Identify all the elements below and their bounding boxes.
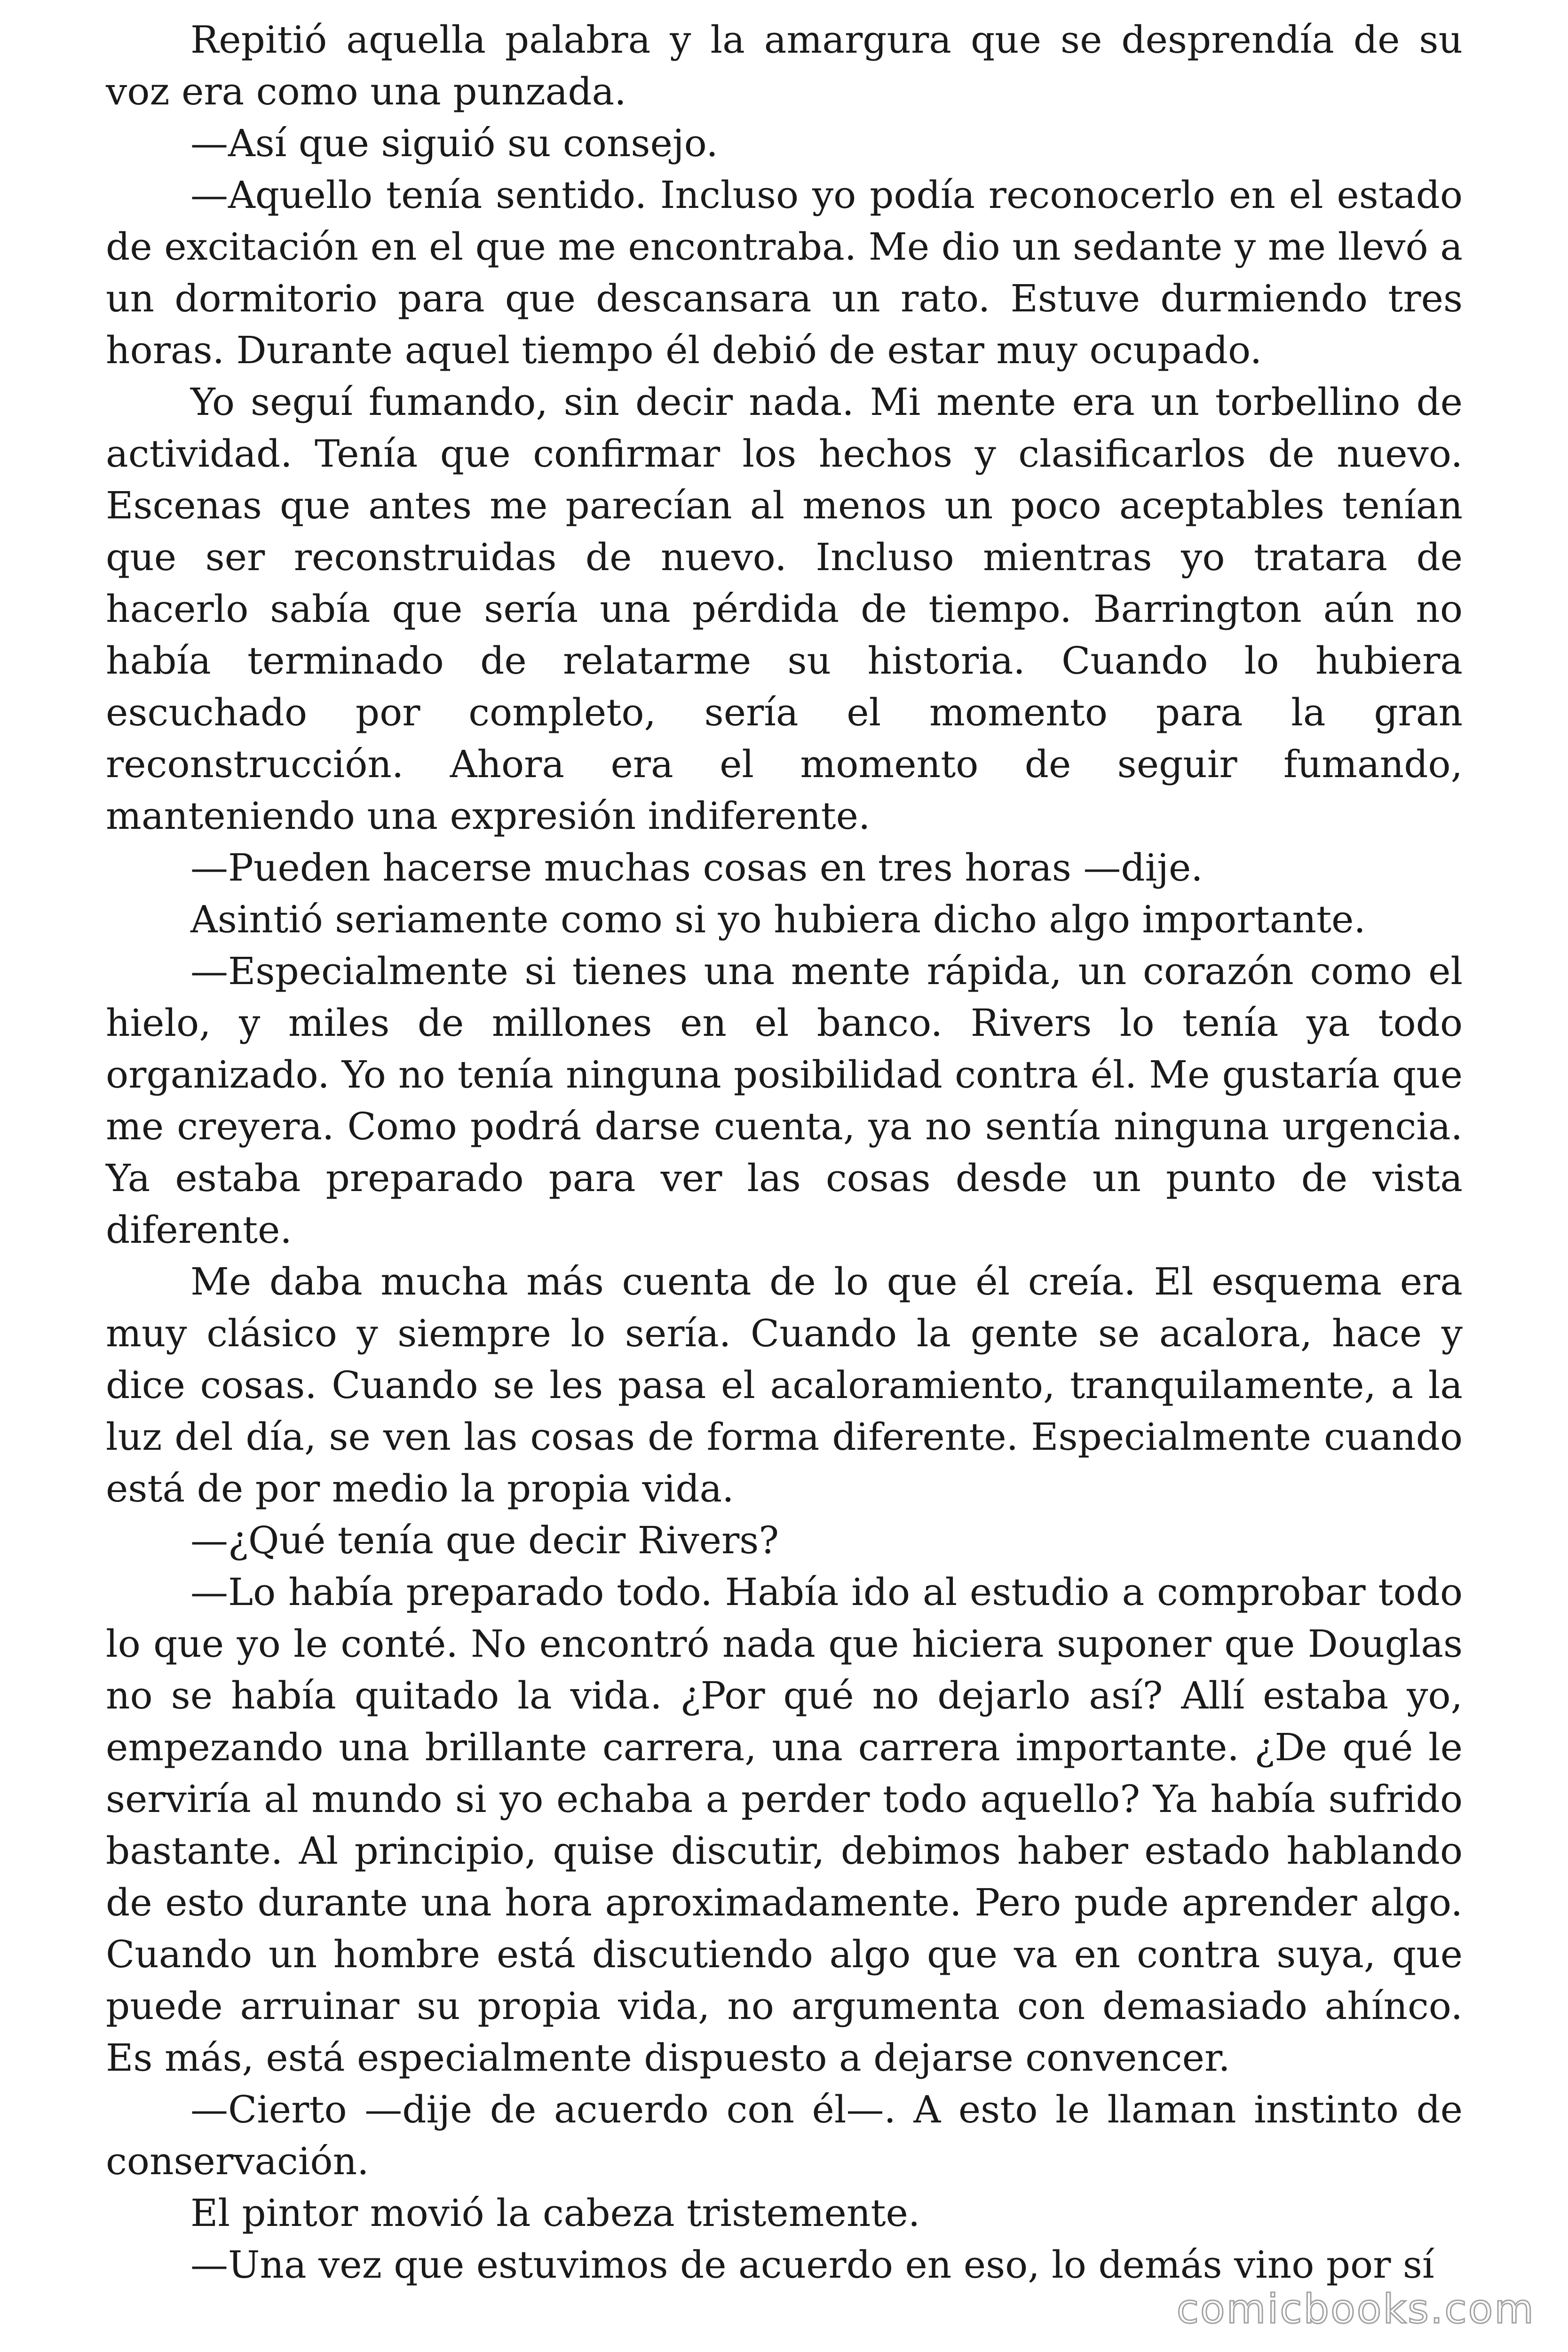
paragraph: Yo seguí fumando, sin decir nada. Mi mente era un torbellino de actividad. Tenía que confirmar los hechos y clasificarlos de nuevo. Escenas que antes me parecían al menos un poco aceptables tenían que ser reconstruidas de nuevo. Incluso mientras yo tratara de hacerlo sabía que sería una pérdida de tiempo. Barrington aún no había terminado de relatarme su historia. Cuando lo hubiera escuchado por completo, sería el momento para la gran reconstrucción. Ahora era el momento de seguir fumando, manteniendo una expresión indiferente. [106, 380, 1463, 838]
paragraph: —Especialmente si tienes una mente rápida, un corazón como el hielo, y miles de millones en el banco. Rivers lo tenía ya todo organizado. Yo no tenía ninguna posibilidad contra él. Me gustaría que me creyera. Como podrá darse cuenta, ya no sentía ninguna urgencia. Ya estaba preparado para ver las cosas desde un punto de vista diferente. [106, 949, 1463, 1252]
watermark: comicbooks.com [1176, 2286, 1535, 2333]
book-page [106, 14, 1463, 2291]
paragraph: Asintió seriamente como si yo hubiera dicho algo importante. [190, 898, 1366, 941]
paragraph: —¿Qué tenía que decir Rivers? [190, 1518, 779, 1562]
paragraph: Repitió aquella palabra y la amargura que se desprendía de su voz era como una punzada. [106, 18, 1463, 113]
paragraph: —Así que siguió su consejo. [190, 121, 718, 165]
paragraph: —Una vez que estuvimos de acuerdo en eso, lo demás vino por sí [190, 2243, 1434, 2287]
paragraph: Me daba mucha más cuenta de lo que él creía. El esquema era muy clásico y siempre lo sería. Cuando la gente se acalora, hace y dice cosas. Cuando se les pasa el acaloramiento, tranquilamente, a la luz del día, se ven las cosas de forma diferente. Especialmente cuando está de por medio la propia vida. [106, 1260, 1463, 1510]
paragraph: —Aquello tenía sentido. Incluso yo podía reconocerlo en el estado de excitación en el que me encontraba. Me dio un sedante y me llevó a un dormitorio para que descansara un rato. Estuve durmiendo tres horas. Durante aquel tiempo él debió de estar muy ocupado. [106, 173, 1463, 372]
paragraph: —Cierto —dije de acuerdo con él—. A esto le llaman instinto de conservación. [106, 2088, 1463, 2183]
paragraph: El pintor movió la cabeza tristemente. [190, 2191, 920, 2235]
paragraph: —Lo había preparado todo. Había ido al estudio a comprobar todo lo que yo le conté. No encontró nada que hiciera suponer que Douglas no se había quitado la vida. ¿Por qué no dejarlo así? Allí estaba yo, empezando una brillante carrera, una carrera importante. ¿De qué le serviría al mundo si yo echaba a perder todo aquello? Ya había sufrido bastante. Al principio, quise discutir, debimos haber estado hablando de esto durante una hora aproximadamente. Pero pude aprender algo. Cuando un hombre está discutiendo algo que va en contra suya, que puede arruinar su propia vida, no argumenta con demasiado ahínco. Es más, está especialmente dispuesto a dejarse convencer. [106, 1570, 1463, 2080]
paragraph: —Pueden hacerse muchas cosas en tres horas —dije. [190, 846, 1203, 890]
